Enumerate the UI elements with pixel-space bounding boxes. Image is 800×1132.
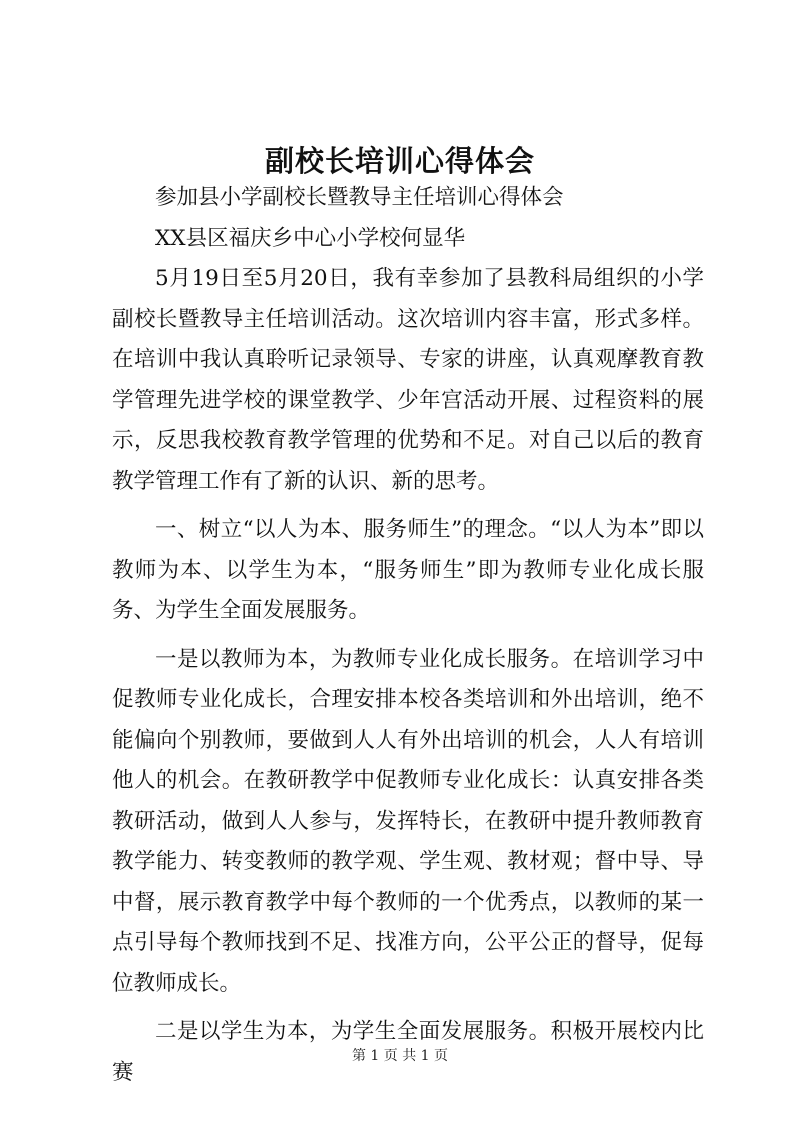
paragraph-4: 二是以学生为本，为学生全面发展服务。积极开展校内比赛 (112, 1019, 704, 1085)
paragraph-2: 一、树立“以人为本、服务师生”的理念。“以人为本”即以教师为本、以学生为本，“服务师生”即为教师专业化成长服务、为学生全面发展服务。 (112, 517, 704, 623)
document-title: 副校长培训心得体会 (264, 144, 535, 178)
author-line: XX县区福庆乡中心小学校何显华 (155, 225, 466, 251)
document-body (112, 178, 704, 1093)
page-footer: 第 1 页 共 1 页 (351, 1048, 449, 1064)
subtitle-line: 参加县小学副校长暨教导主任培训心得体会 (155, 185, 564, 210)
paragraph-1: 5月19日至5月20日，我有幸参加了县教科局组织的小学副校长暨教导主任培训活动。这次培训内容丰富，形式多样。在培训中我认真聆听记录领导、专家的讲座，认真观摩教育教学管理先进学校的课堂教学、少年宫活动开展、过程资料的展示，反思我校教育教学管理的优势和不足。对自己以后的教育教学管理工作有了新的认识、新的思考。 (112, 266, 704, 494)
paragraph-3: 一是以教师为本，为教师专业化成长服务。在培训学习中促教师专业化成长，合理安排本校各类培训和外出培训，绝不能偏向个别教师，要做到人人有外出培训的机会，人人有培训他人的机会。在教研教学中促教师专业化成长：认真安排各类教研活动，做到人人参与，发挥特长，在教研中提升教师教育教学能力、转变教师的教学观、学生观、教材观；督中导、导中督，展示教育教学中每个教师的一个优秀点，以教师的某一点引导每个教师找到不足、找准方向，公平公正的督导，促每位教师成长。 (112, 646, 704, 996)
